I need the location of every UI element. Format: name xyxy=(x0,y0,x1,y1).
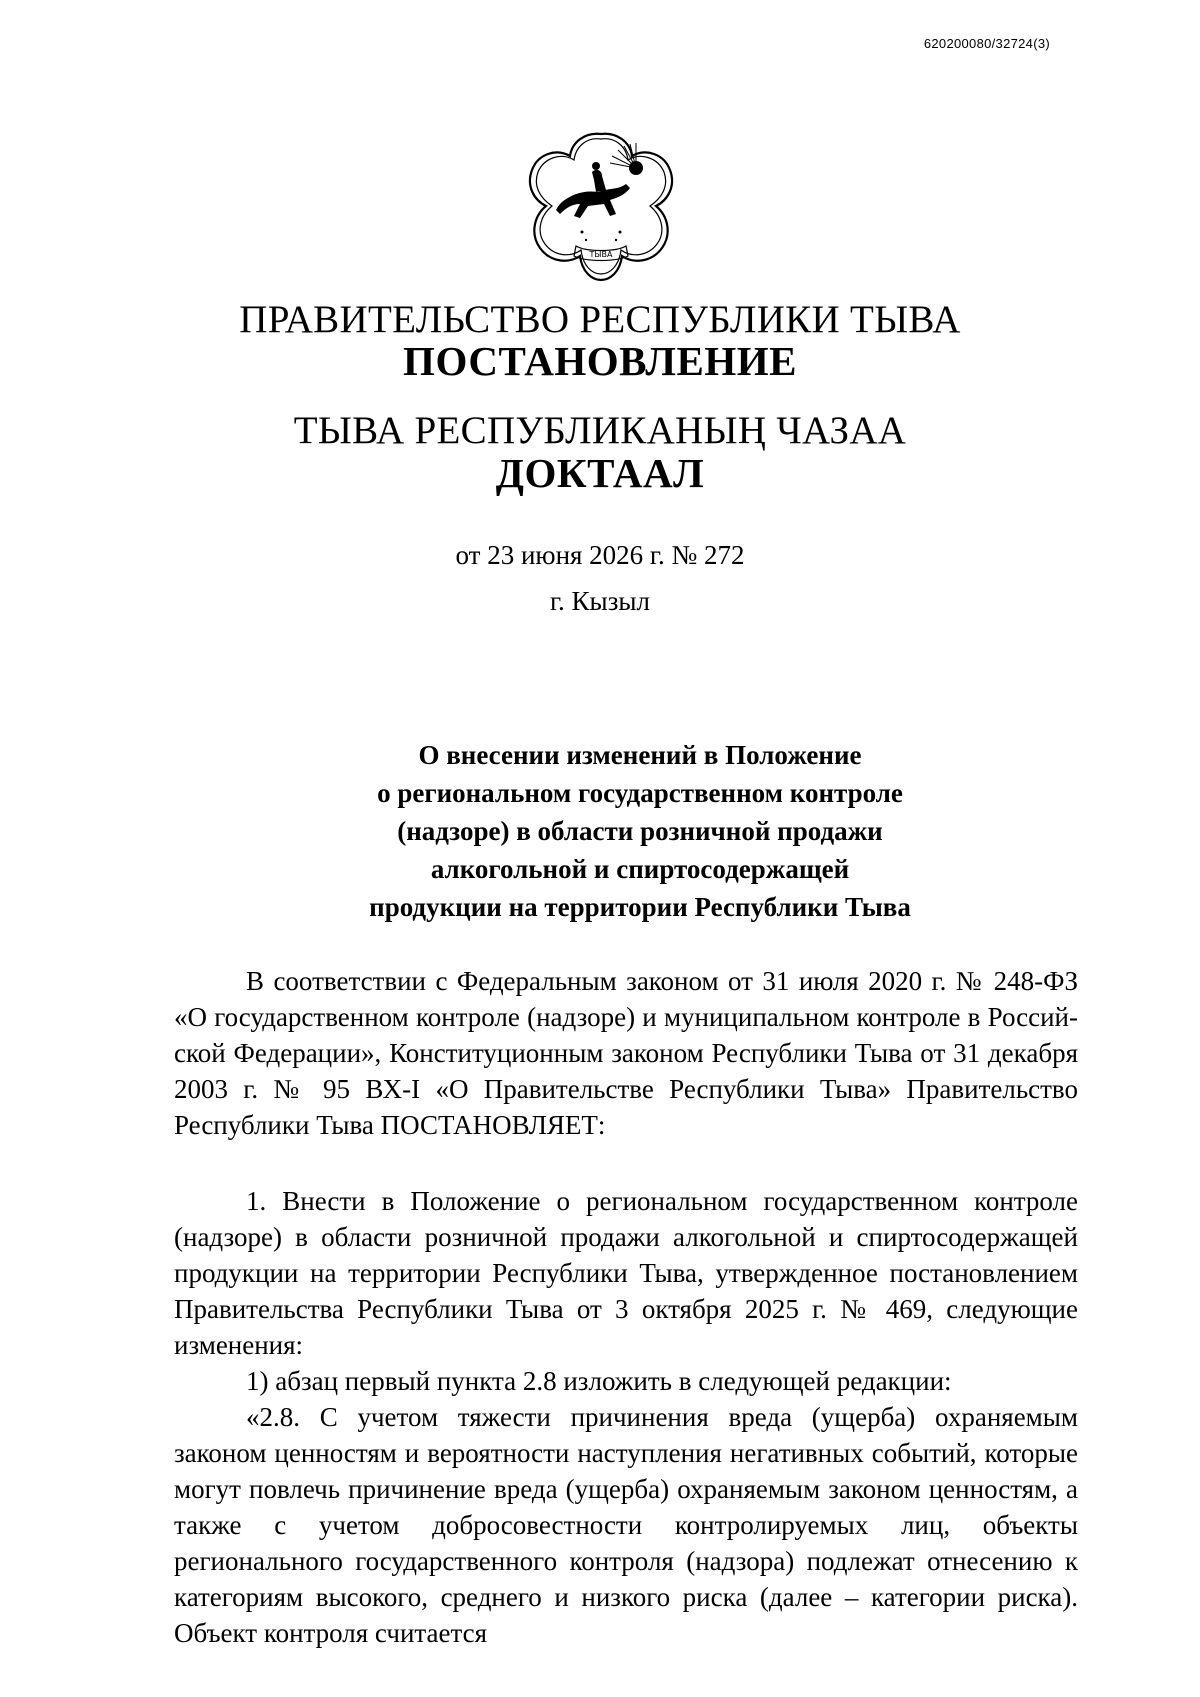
item-1-paragraph: 1. Внести в Положение о региональном государственном контроле (надзоре) в области розничной продажи алкогольной и спиртосодержащей продукции на территории Республики Тыва, утвержденное постановлением Правительства Республики Тыва от 3 октября 2025 г. № 469, следующие изменения: xyxy=(174,1186,1078,1360)
date-number: от 23 июня 2026 г. № 272 xyxy=(455,540,745,570)
quote-paragraph: «2.8. С учетом тяжести причинения вреда (ущерба) охраняемым законом ценностям и вероятности наступления негативных событий, которые могут повлечь причинение вреда (ущерба) охраняемым законом ценностям, а также с учетом добросовестности контролируемых лиц, объекты регионального государственного контроля (надзора) подлежат отнесению к категориям высокого, среднего и низкого риска (далее – категории риска). Объект контроля считается xyxy=(174,1402,1078,1648)
title-line: (надзоре) в области розничной продажи xyxy=(397,816,883,846)
document-type-ru: ПОСТАНОВЛЕНИЕ xyxy=(403,338,797,384)
tuva-coat-of-arms-icon xyxy=(522,128,680,284)
preamble-paragraph: В соответствии с Федеральным законом от 31 июля 2020 г. № 248-ФЗ «О государственном контроле (надзоре) и муниципальном контроле в Российской Федерации», Конституционным законом Республики Тыва от 31 декабря 2003 г. № 95 ВХ-I «О Правительстве Республики Тыва» Правительство Республики Тыва ПОСТАНОВЛЯЕТ: xyxy=(174,966,1078,1140)
government-name-tyv: ТЫВА РЕСПУБЛИКАНЫҢ ЧАЗАА xyxy=(293,409,907,452)
document-title xyxy=(330,736,950,926)
emblem-inscription: ТЫВА xyxy=(589,250,613,259)
city: г. Кызыл xyxy=(550,586,650,616)
title-line: алкогольной и спиртосодержащей xyxy=(430,854,850,884)
subitem-1-paragraph: 1) абзац первый пункта 2.8 изложить в следующей редакции: xyxy=(246,1366,952,1396)
title-line: продукции на территории Республики Тыва xyxy=(369,892,911,922)
government-name-ru: ПРАВИТЕЛЬСТВО РЕСПУБЛИКИ ТЫВА xyxy=(239,298,961,341)
document-code: 620200080/32724(3) xyxy=(923,36,1050,51)
title-line: О внесении изменений в Положение xyxy=(418,740,862,770)
document-type-tyv: ДОКТААЛ xyxy=(495,450,705,496)
document-body xyxy=(174,963,1078,1651)
title-line: о региональном государственном контроле xyxy=(377,778,903,808)
